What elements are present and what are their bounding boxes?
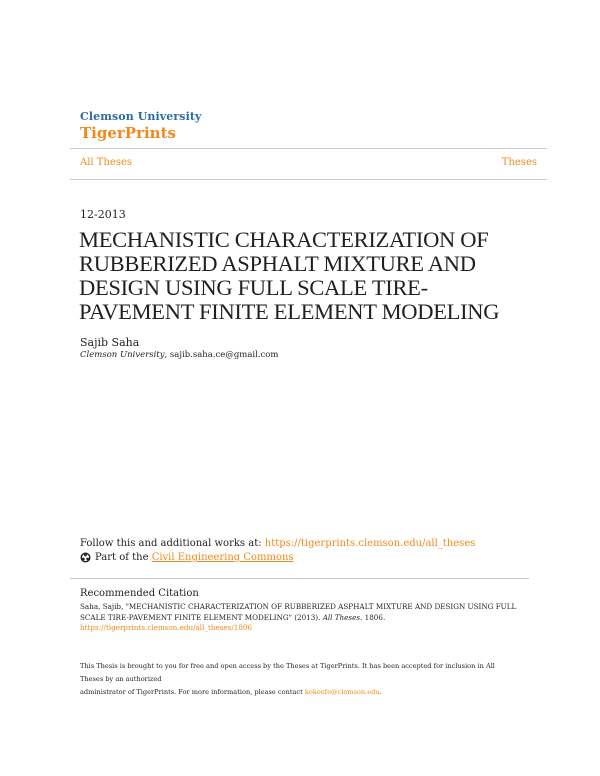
citation-line — [80, 613, 525, 624]
civil-engineering-commons-link[interactable]: Civil Engineering Commons — [151, 552, 294, 563]
author-institution: Clemson University — [80, 350, 165, 360]
author-name: Sajib Saha — [80, 336, 140, 349]
network-commons-icon — [80, 552, 91, 563]
title-line: DESIGN USING FULL SCALE TIRE- — [79, 275, 428, 300]
publication-date: 12-2013 — [80, 208, 126, 221]
all-theses-link[interactable]: All Theses — [80, 157, 133, 168]
collection-nav — [70, 148, 547, 180]
citation-text — [80, 602, 525, 634]
author-affiliation — [80, 350, 278, 360]
author-email: , sajib.saha.ce@gmail.com — [164, 350, 279, 360]
contact-email-link[interactable]: kokeefe@clemson.edu — [304, 688, 380, 696]
university-name: Clemson University — [80, 110, 202, 123]
citation-series: All Theses — [322, 612, 361, 622]
section-divider — [70, 578, 529, 579]
part-of-prefix: Part of the — [95, 552, 149, 563]
repository-name: TigerPrints — [80, 124, 176, 142]
title-line: PAVEMENT FINITE ELEMENT MODELING — [79, 299, 500, 324]
theses-link[interactable]: Theses — [501, 157, 537, 168]
citation-line2-tail: . 1806. — [360, 612, 386, 622]
part-of-line — [80, 552, 294, 563]
recommended-citation-heading: Recommended Citation — [80, 588, 199, 599]
title-line: RUBBERIZED ASPHALT MIXTURE AND — [79, 251, 476, 276]
notice-line: This Thesis is brought to you for free and open access by the Theses at TigerPrints. It has been accepted for inclusion in All Theses by an authorized — [80, 662, 495, 683]
citation-line2-text: SCALE TIRE-PAVEMENT FINITE ELEMENT MODELING" (2013). — [80, 612, 323, 622]
notice-suffix: . — [379, 688, 382, 696]
title-line: MECHANISTIC CHARACTERIZATION OF — [79, 227, 489, 252]
notice-line — [80, 686, 520, 699]
notice-prefix: administrator of TigerPrints. For more information, please contact — [80, 688, 305, 696]
follow-prefix: Follow this and additional works at: — [80, 538, 265, 549]
brand-header — [80, 110, 202, 142]
document-title — [79, 228, 539, 324]
citation-url-link[interactable]: https://tigerprints.clemson.edu/all_theses/1806 — [80, 623, 253, 632]
all-theses-url-link[interactable]: https://tigerprints.clemson.edu/all_theses — [264, 538, 476, 549]
follow-line — [80, 538, 475, 549]
access-notice — [80, 660, 520, 699]
citation-line: Saha, Sajib, "MECHANISTIC CHARACTERIZATION OF RUBBERIZED ASPHALT MIXTURE AND DESIGN USING FULL — [80, 602, 517, 611]
